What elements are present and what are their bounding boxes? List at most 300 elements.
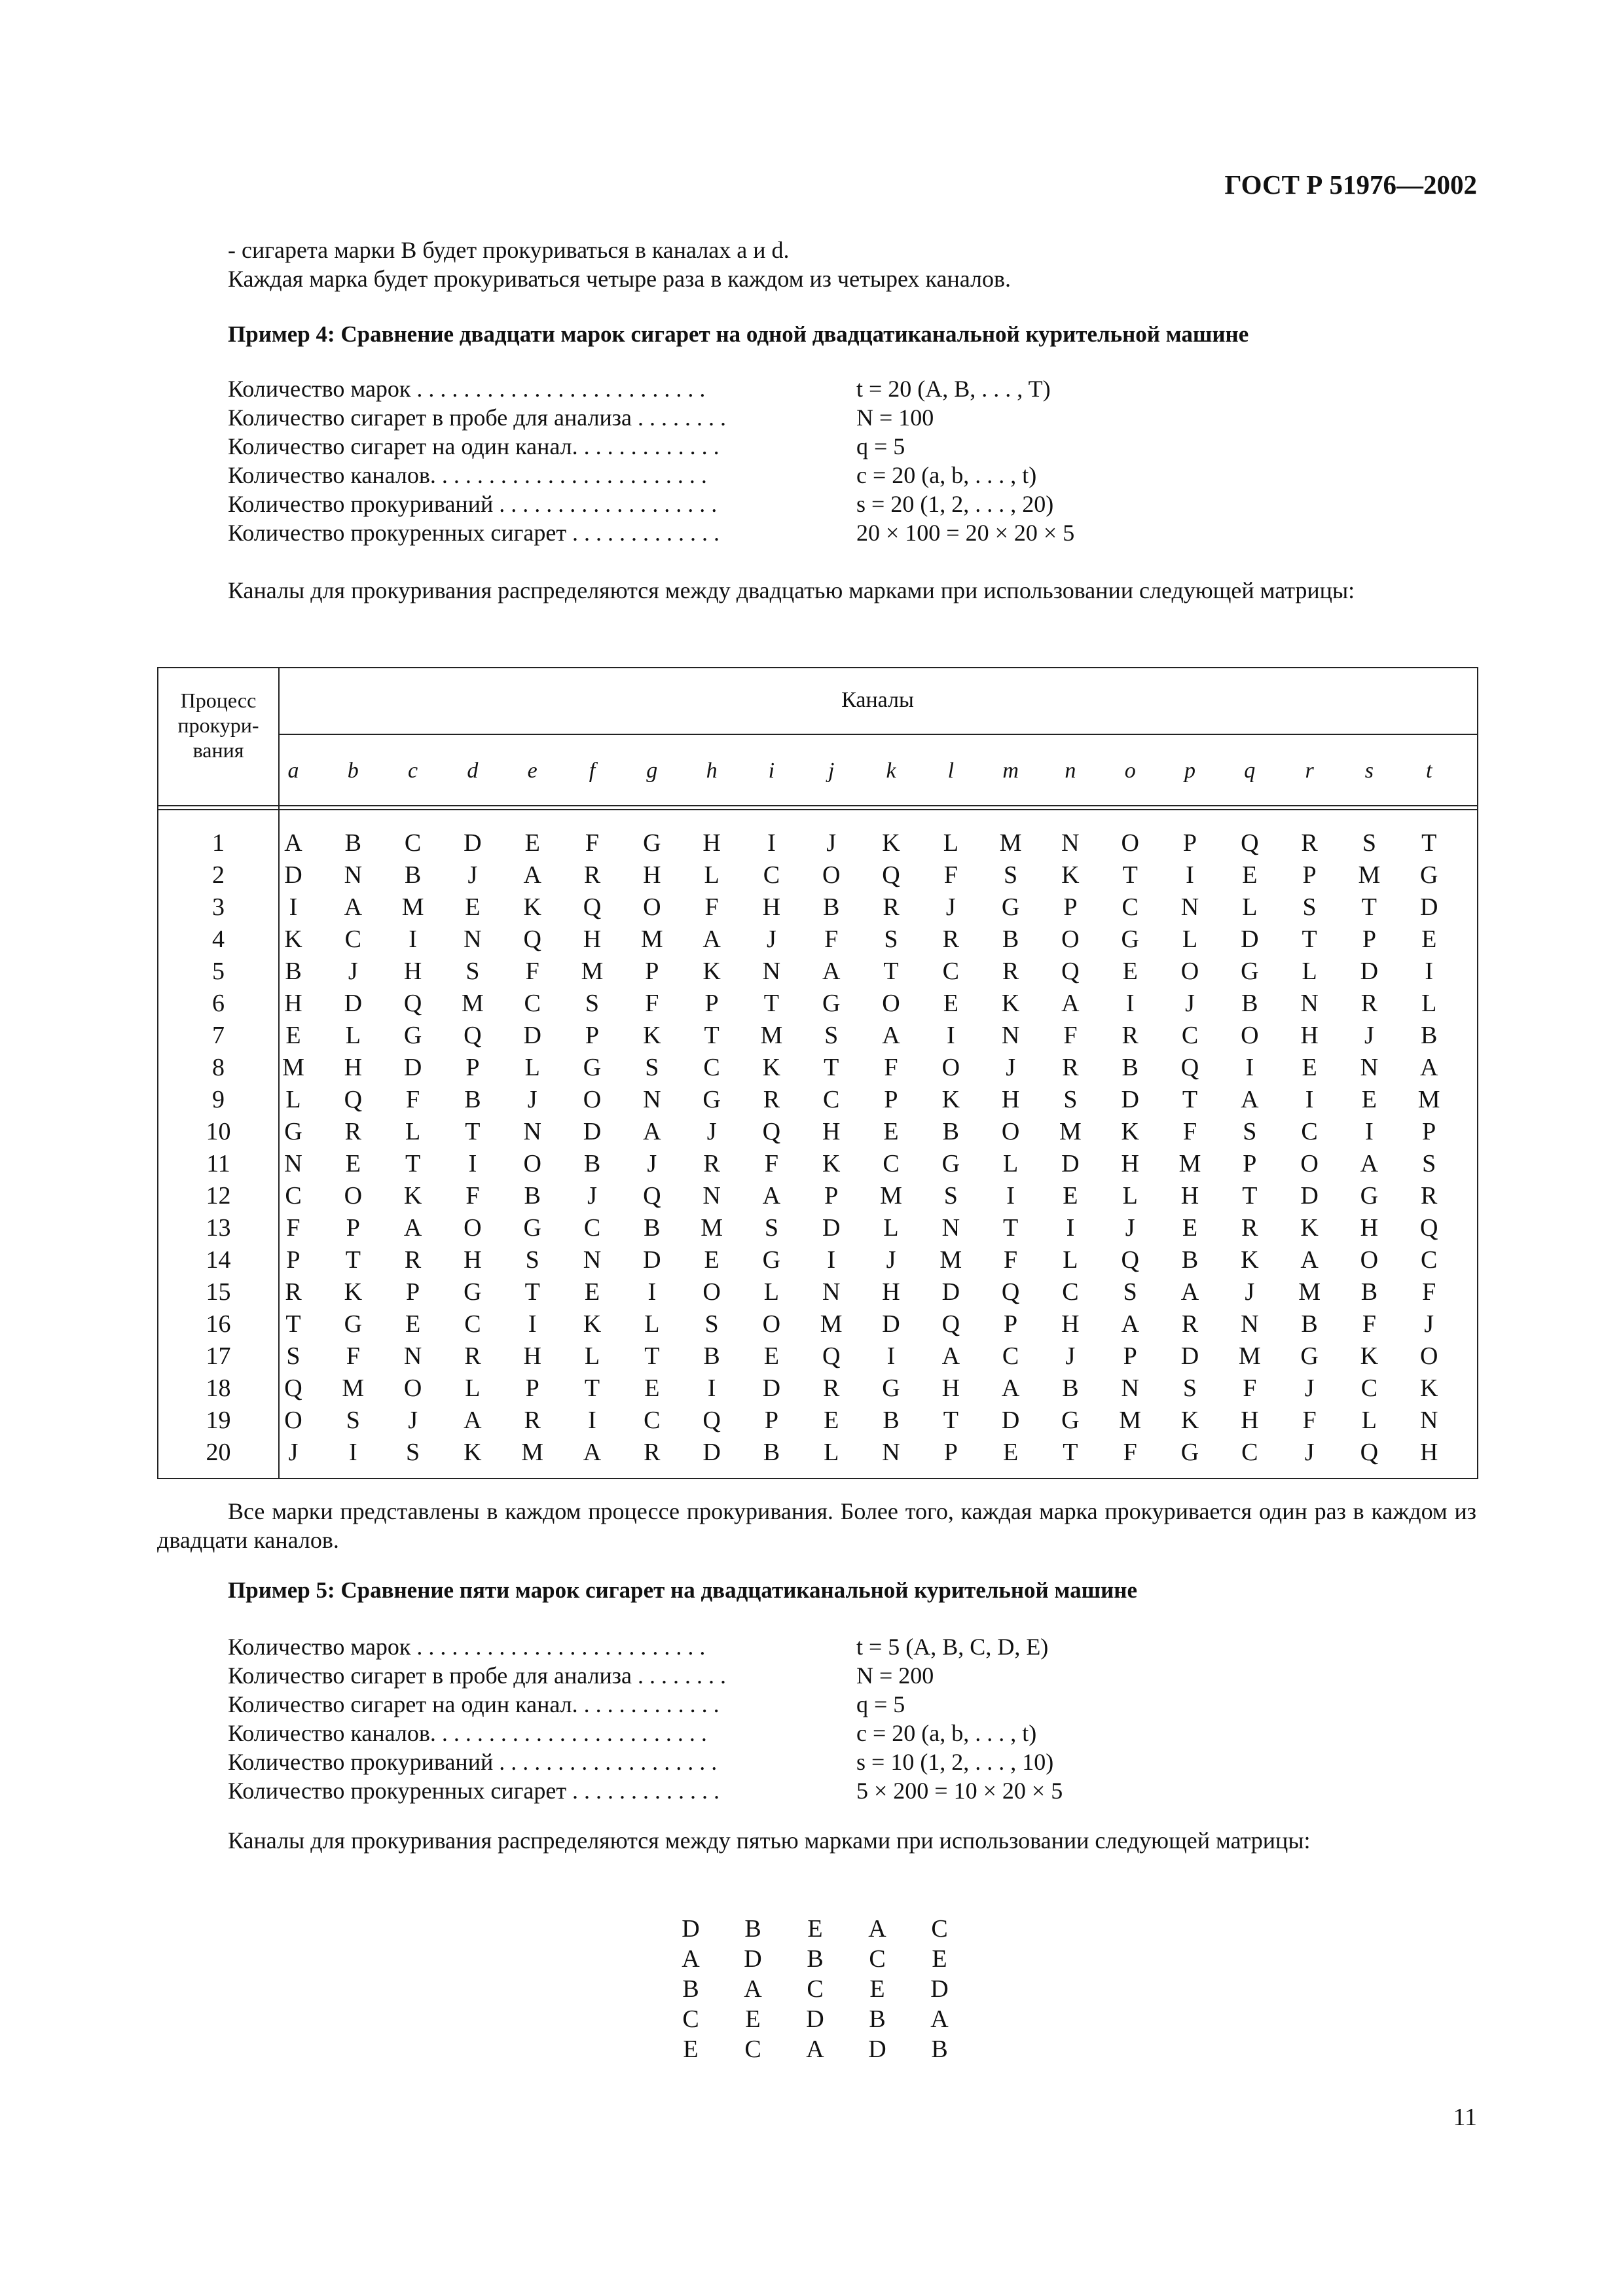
matrix-cell: D xyxy=(941,1278,960,1306)
process-number: 20 xyxy=(206,1439,231,1466)
matrix5-cell: A xyxy=(682,1945,700,1973)
matrix-cell: L xyxy=(1302,958,1317,985)
matrix5-cell: B xyxy=(682,1975,699,2003)
matrix-cell: H xyxy=(284,990,302,1017)
matrix-cell: K xyxy=(1180,1407,1199,1434)
matrix-cell: S xyxy=(884,925,898,953)
matrix-cell: B xyxy=(1301,1310,1318,1338)
matrix-cell: L xyxy=(584,1342,600,1370)
matrix-cell: S xyxy=(1302,893,1317,921)
matrix-cell: R xyxy=(464,1342,481,1370)
matrix-cell: P xyxy=(884,1086,898,1113)
matrix-cell: N xyxy=(583,1246,602,1274)
matrix-cell: I xyxy=(1425,958,1434,985)
matrix-cell: D xyxy=(822,1214,841,1242)
matrix-cell: K xyxy=(344,1278,363,1306)
matrix-cell: K xyxy=(464,1439,482,1466)
matrix-cell: A xyxy=(762,1182,781,1210)
matrix-cell: A xyxy=(464,1407,482,1434)
matrix-cell: K xyxy=(822,1150,841,1177)
param-label: Количество сигарет в пробе для анализа . . . . . . . . xyxy=(228,1662,727,1689)
matrix-cell: Q xyxy=(1001,1278,1020,1306)
process-number: 16 xyxy=(206,1310,231,1338)
matrix-cell: S xyxy=(1123,1278,1137,1306)
matrix5-cell: C xyxy=(744,2036,761,2063)
matrix-cell: N xyxy=(1241,1310,1259,1338)
example5-intro-text: Каналы для прокуривания распределяются между пятью марками при использовании следующей матрицы: xyxy=(228,1827,1311,1854)
matrix-cell: Q xyxy=(882,861,900,889)
matrix-cell: R xyxy=(644,1439,661,1466)
matrix-cell: P xyxy=(645,958,659,985)
matrix-cell: F xyxy=(406,1086,420,1113)
param-label: Количество прокуриваний . . . . . . . . . . . . . . . . . . . xyxy=(228,491,718,517)
param-label: Количество прокуренных сигарет . . . . . . . . . . . . . xyxy=(228,520,720,546)
param-row xyxy=(228,403,1074,432)
matrix-cell: T xyxy=(824,1054,839,1081)
matrix-cell: O xyxy=(464,1214,482,1242)
matrix-cell: Q xyxy=(1419,1214,1438,1242)
matrix-cell: L xyxy=(943,829,958,857)
matrix-cell: O xyxy=(1360,1246,1379,1274)
matrix-cell: R xyxy=(285,1278,302,1306)
matrix-cell: M xyxy=(1298,1278,1321,1306)
matrix-cell: A xyxy=(822,958,841,985)
matrix-cell: S xyxy=(1182,1374,1197,1402)
matrix-cell: N xyxy=(762,958,781,985)
matrix-cell: Q xyxy=(403,990,422,1017)
matrix-cell: N xyxy=(1061,829,1080,857)
matrix-cell: Q xyxy=(1061,958,1080,985)
matrix5-cell: E xyxy=(683,2036,699,2063)
param-row xyxy=(228,1776,1063,1805)
matrix-cell: R xyxy=(583,861,601,889)
matrix-cell: H xyxy=(1001,1086,1020,1113)
param-label: Количество каналов. . . . . . . . . . . . . . . . . . . . . . . . xyxy=(228,462,707,488)
param-value: 5 × 200 = 10 × 20 × 5 xyxy=(856,1778,1063,1804)
matrix-cell: A xyxy=(1241,1086,1259,1113)
matrix-cell: I xyxy=(886,1342,896,1370)
matrix-cell: E xyxy=(883,1118,899,1145)
matrix-cell: S xyxy=(764,1214,778,1242)
matrix-cell: O xyxy=(1001,1118,1020,1145)
matrix-cell: E xyxy=(943,990,958,1017)
matrix-cell: F xyxy=(585,829,600,857)
matrix-cell: L xyxy=(763,1278,779,1306)
matrix-cell: T xyxy=(1002,1214,1019,1242)
matrix-cell: H xyxy=(403,958,422,985)
matrix-cell: B xyxy=(942,1118,959,1145)
process-number: 11 xyxy=(206,1150,230,1177)
matrix-cell: J xyxy=(1304,1374,1315,1402)
matrix-cell: T xyxy=(883,958,899,985)
matrix-cell: C xyxy=(285,1182,302,1210)
matrix-cell: I xyxy=(348,1439,357,1466)
matrix-cell: M xyxy=(1238,1342,1261,1370)
channel-label: r xyxy=(1305,759,1314,783)
channel-label: k xyxy=(886,759,896,783)
matrix-cell: J xyxy=(1304,1439,1315,1466)
matrix-cell: E xyxy=(1302,1054,1317,1081)
matrix-cell: Q xyxy=(1360,1439,1379,1466)
matrix5-cell: E xyxy=(807,1915,823,1943)
matrix-cell: E xyxy=(1361,1086,1377,1113)
channel-label: o xyxy=(1124,759,1136,783)
param-label: Количество марок . . . . . . . . . . . . . . . . . . . . . . . . . xyxy=(228,1634,706,1660)
matrix-cell: D xyxy=(643,1246,661,1274)
matrix-cell: F xyxy=(346,1342,360,1370)
matrix-cell: I xyxy=(647,1278,657,1306)
matrix-cell: O xyxy=(1061,925,1080,953)
matrix-cell: B xyxy=(1002,925,1019,953)
matrix-cell: M xyxy=(1417,1086,1440,1113)
matrix-cell: N xyxy=(643,1086,661,1113)
matrix-cell: I xyxy=(1125,990,1135,1017)
matrix-cell: A xyxy=(1360,1150,1379,1177)
process-number: 2 xyxy=(212,861,225,889)
matrix-cell: K xyxy=(762,1054,781,1081)
matrix-cell: L xyxy=(1421,990,1437,1017)
matrix-cell: M xyxy=(640,925,663,953)
matrix-cell: C xyxy=(344,925,361,953)
channels-header: Каналы xyxy=(841,688,914,712)
matrix-cell: B xyxy=(285,958,302,985)
matrix-cell: N xyxy=(882,1439,900,1466)
process-number: 18 xyxy=(206,1374,231,1402)
matrix-cell: P xyxy=(465,1054,480,1081)
matrix-cell: T xyxy=(1302,925,1317,953)
matrix-cell: E xyxy=(1122,958,1138,985)
matrix-cell: I xyxy=(707,1374,716,1402)
matrix-cell: P xyxy=(824,1182,839,1210)
matrix-cell: L xyxy=(1122,1182,1138,1210)
param-row xyxy=(228,432,1074,461)
matrix-cell: G xyxy=(1360,1182,1379,1210)
matrix-cell: P xyxy=(943,1439,958,1466)
matrix-cell: T xyxy=(1361,893,1377,921)
matrix5-cell: C xyxy=(869,1945,886,1973)
matrix-cell: I xyxy=(588,1407,596,1434)
matrix-cell: L xyxy=(465,1374,481,1402)
matrix-cell: S xyxy=(406,1439,420,1466)
matrix-cell: A xyxy=(523,861,541,889)
matrix-cell: K xyxy=(882,829,900,857)
matrix-cell: O xyxy=(1241,1022,1259,1049)
param-label: Количество прокуренных сигарет . . . . . . . . . . . . . xyxy=(228,1778,720,1804)
matrix-cell: S xyxy=(824,1022,839,1049)
channel-label: e xyxy=(527,759,538,783)
matrix-cell: L xyxy=(883,1214,899,1242)
matrix-cell: S xyxy=(346,1407,360,1434)
matrix-cell: R xyxy=(1421,1182,1438,1210)
matrix5-cell: B xyxy=(931,2036,948,2063)
matrix-cell: M xyxy=(820,1310,843,1338)
matrix-cell: J xyxy=(1185,990,1195,1017)
matrix-cell: J xyxy=(945,893,956,921)
matrix-cell: F xyxy=(1063,1022,1078,1049)
matrix-cell: I xyxy=(827,1246,836,1274)
matrix-cell: S xyxy=(943,1182,958,1210)
matrix-cell: C xyxy=(1421,1246,1438,1274)
matrix-cell: G xyxy=(464,1278,482,1306)
matrix-cell: M xyxy=(939,1246,962,1274)
matrix-cell: K xyxy=(1419,1374,1438,1402)
matrix-cell: R xyxy=(883,893,900,921)
matrix5-cell: D xyxy=(868,2036,886,2063)
param-label: Количество сигарет на один канал. . . . . . . . . . . . . xyxy=(228,433,720,459)
matrix-cell: A xyxy=(702,925,721,953)
process-number: 13 xyxy=(206,1214,231,1242)
param-value: c = 20 (a, b, . . . , t) xyxy=(856,1720,1037,1746)
matrix-cell: T xyxy=(285,1310,301,1338)
matrix-cell: G xyxy=(1241,958,1259,985)
matrix-cell: R xyxy=(823,1374,840,1402)
matrix-cell: Q xyxy=(762,1118,781,1145)
matrix5-cell: E xyxy=(745,2005,761,2033)
matrix-cell: G xyxy=(403,1022,422,1049)
matrix-cell: H xyxy=(1121,1150,1139,1177)
matrix-cell: K xyxy=(583,1310,602,1338)
matrix-cell: P xyxy=(585,1022,600,1049)
matrix-cell: O xyxy=(882,990,900,1017)
matrix-cell: O xyxy=(762,1310,781,1338)
matrix-cell: M xyxy=(1119,1407,1142,1434)
matrix-cell: A xyxy=(284,829,302,857)
matrix-cell: C xyxy=(1002,1342,1019,1370)
matrix-cell: P xyxy=(406,1278,420,1306)
channel-label: q xyxy=(1244,759,1256,783)
example4-params xyxy=(228,374,1074,547)
matrix-cell: J xyxy=(766,925,776,953)
matrix-cell: T xyxy=(345,1246,361,1274)
matrix-cell: O xyxy=(523,1150,541,1177)
matrix-cell: O xyxy=(1121,829,1139,857)
matrix-cell: L xyxy=(405,1118,421,1145)
matrix-cell: N xyxy=(1121,1374,1139,1402)
matrix-cell: J xyxy=(647,1150,657,1177)
matrix-cell: C xyxy=(1062,1278,1079,1306)
param-value: t = 5 (A, B, C, D, E) xyxy=(856,1634,1049,1660)
matrix-cell: G xyxy=(583,1054,602,1081)
matrix5-cell: D xyxy=(806,2005,824,2033)
matrix5-cell: E xyxy=(869,1975,885,2003)
matrix-cell: B xyxy=(644,1214,661,1242)
matrix-cell: H xyxy=(822,1118,841,1145)
matrix-cell: G xyxy=(643,829,661,857)
matrix5-cell: B xyxy=(807,1945,824,1973)
matrix-cell: G xyxy=(344,1310,363,1338)
matrix-cell: Q xyxy=(1121,1246,1139,1274)
matrix-cell: J xyxy=(1245,1278,1255,1306)
process-number: 17 xyxy=(206,1342,231,1370)
matrix-cell: H xyxy=(882,1278,900,1306)
process-number: 3 xyxy=(212,893,225,921)
matrix-cell: E xyxy=(824,1407,839,1434)
matrix-cell: D xyxy=(523,1022,541,1049)
matrix-cell: P xyxy=(1123,1342,1137,1370)
matrix-cell: R xyxy=(1181,1310,1199,1338)
matrix-cell: S xyxy=(465,958,480,985)
matrix-cell: B xyxy=(883,1407,900,1434)
matrix5-cell: A xyxy=(744,1975,762,2003)
matrix-cell: I xyxy=(1066,1214,1075,1242)
matrix-cell: M xyxy=(581,958,604,985)
matrix-cell: T xyxy=(405,1150,421,1177)
channel-label: s xyxy=(1364,759,1374,783)
matrix-cell: H xyxy=(643,861,661,889)
matrix-cell: R xyxy=(344,1118,361,1145)
matrix-cell: R xyxy=(1122,1022,1139,1049)
param-row xyxy=(228,461,1074,490)
matrix-cell: C xyxy=(1241,1439,1258,1466)
matrix-cell: K xyxy=(523,893,541,921)
matrix-cell: F xyxy=(824,925,839,953)
matrix-cell: F xyxy=(1362,1310,1376,1338)
matrix-cell: N xyxy=(702,1182,721,1210)
matrix-cell: E xyxy=(644,1374,660,1402)
matrix-cell: I xyxy=(409,925,417,953)
param-row xyxy=(228,1748,1063,1776)
matrix-cell: K xyxy=(702,958,721,985)
matrix-cell: C xyxy=(1301,1118,1318,1145)
matrix-cell: M xyxy=(999,829,1022,857)
matrix-cell: Q xyxy=(1180,1054,1199,1081)
param-value: c = 20 (a, b, . . . , t) xyxy=(856,462,1037,488)
matrix-cell: R xyxy=(1062,1054,1079,1081)
param-row xyxy=(228,1632,1063,1661)
example4-heading: Пример 4: Сравнение двадцати марок сигарет на одной двадцатиканальной курительной машине xyxy=(228,321,1249,347)
matrix-cell: I xyxy=(468,1150,477,1177)
matrix-cell: J xyxy=(706,1118,717,1145)
matrix-cell: I xyxy=(528,1310,537,1338)
matrix-cell: F xyxy=(884,1054,898,1081)
matrix-cell: F xyxy=(1302,1407,1317,1434)
matrix-cell: N xyxy=(344,861,363,889)
matrix-cell: D xyxy=(1121,1086,1139,1113)
matrix-cell: T xyxy=(1421,829,1437,857)
matrix-cell: T xyxy=(644,1342,660,1370)
matrix-cell: B xyxy=(1421,1022,1438,1049)
matrix5-cell: D xyxy=(930,1975,949,2003)
param-row xyxy=(228,374,1074,403)
matrix-cell: L xyxy=(644,1310,660,1338)
matrix-cell: A xyxy=(1300,1246,1319,1274)
matrix-cell: P xyxy=(286,1246,301,1274)
param-value: N = 200 xyxy=(856,1662,934,1689)
matrix-cell: N xyxy=(464,925,482,953)
matrix-cell: J xyxy=(1065,1342,1076,1370)
matrix-cell: B xyxy=(763,1439,780,1466)
matrix-cell: T xyxy=(1182,1086,1198,1113)
channel-label: p xyxy=(1184,759,1195,783)
matrix-cell: A xyxy=(1121,1310,1139,1338)
matrix-cell: E xyxy=(1182,1214,1198,1242)
matrix-cell: J xyxy=(467,861,478,889)
matrix-cell: F xyxy=(764,1150,778,1177)
matrix-cell: T xyxy=(465,1118,481,1145)
matrix5-cell: B xyxy=(869,2005,886,2033)
matrix-cell: F xyxy=(286,1214,301,1242)
channel-label: f xyxy=(589,759,596,783)
paragraph-text: Все марки представлены в каждом процессе прокуривания. Более того, каждая марка прокуривается один раз в каждом из двадцати каналов. xyxy=(157,1498,1476,1553)
matrix-cell: T xyxy=(1122,861,1138,889)
matrix-cell: C xyxy=(823,1086,840,1113)
param-value: s = 20 (1, 2, . . . , 20) xyxy=(856,491,1054,517)
matrix-cell: K xyxy=(643,1022,661,1049)
matrix-cell: A xyxy=(344,893,363,921)
param-row xyxy=(228,518,1074,547)
matrix-cell: D xyxy=(1360,958,1379,985)
matrix-cell: M xyxy=(1358,861,1381,889)
matrix-cell: G xyxy=(1419,861,1438,889)
param-label: Количество марок . . . . . . . . . . . . . . . . . . . . . . . . . xyxy=(228,376,706,402)
matrix-cell: E xyxy=(1063,1182,1078,1210)
process-number: 1 xyxy=(212,829,225,857)
matrix-cell: H xyxy=(1061,1310,1080,1338)
matrix-cell: M xyxy=(1059,1118,1082,1145)
matrix-cell: B xyxy=(823,893,840,921)
matrix-cell: S xyxy=(585,990,600,1017)
matrix-cell: Q xyxy=(822,1342,841,1370)
matrix-cell: G xyxy=(1061,1407,1080,1434)
matrix-cell: Q xyxy=(344,1086,363,1113)
matrix-cell: P xyxy=(1243,1150,1257,1177)
process-number: 6 xyxy=(212,990,225,1017)
standard-number: ГОСТ Р 51976—2002 xyxy=(1224,170,1477,200)
matrix-cell: H xyxy=(1180,1182,1199,1210)
matrix-cell: C xyxy=(942,958,959,985)
matrix-cell: P xyxy=(1063,893,1078,921)
matrix-cell: F xyxy=(943,861,958,889)
matrix-cell: B xyxy=(583,1150,601,1177)
matrix-cell: T xyxy=(1242,1182,1258,1210)
matrix-cell: K xyxy=(1241,1246,1259,1274)
matrix-cell: M xyxy=(461,990,484,1017)
process-number: 4 xyxy=(212,925,225,953)
matrix-cell: J xyxy=(1125,1214,1135,1242)
matrix-cell: H xyxy=(523,1342,541,1370)
matrix-cell: S xyxy=(645,1054,659,1081)
matrix-cell: P xyxy=(704,990,719,1017)
matrix-cell: L xyxy=(1002,1150,1019,1177)
matrix-cell: E xyxy=(584,1278,600,1306)
matrix-cell: F xyxy=(1123,1439,1137,1466)
param-label: Количество сигарет в пробе для анализа . . . . . . . . xyxy=(228,404,727,431)
matrix-cell: G xyxy=(523,1214,541,1242)
matrix-cell: J xyxy=(1006,1054,1015,1081)
matrix-cell: D xyxy=(1419,893,1438,921)
matrix-cell: J xyxy=(288,1439,299,1466)
matrix-cell: F xyxy=(1243,1374,1257,1402)
matrix5-cell: B xyxy=(744,1915,761,1943)
matrix-cell: O xyxy=(643,893,661,921)
matrix-cell: K xyxy=(1300,1214,1319,1242)
matrix-cell: O xyxy=(702,1278,721,1306)
matrix5-cell: C xyxy=(931,1915,948,1943)
matrix-cell: N xyxy=(822,1278,841,1306)
matrix-cell: Q xyxy=(284,1374,302,1402)
matrix-cell: E xyxy=(1421,925,1437,953)
matrix-cell: C xyxy=(1360,1374,1378,1402)
param-value: q = 5 xyxy=(856,433,905,459)
matrix-cell: M xyxy=(401,893,424,921)
matrix-cell: G xyxy=(702,1086,721,1113)
matrix-cell: F xyxy=(1182,1118,1197,1145)
matrix-cell: O xyxy=(403,1374,422,1402)
matrix-cell: H xyxy=(583,925,602,953)
matrix-cell: S xyxy=(1063,1086,1078,1113)
matrix-cell: B xyxy=(1360,1278,1378,1306)
matrix-cell: D xyxy=(1180,1342,1199,1370)
